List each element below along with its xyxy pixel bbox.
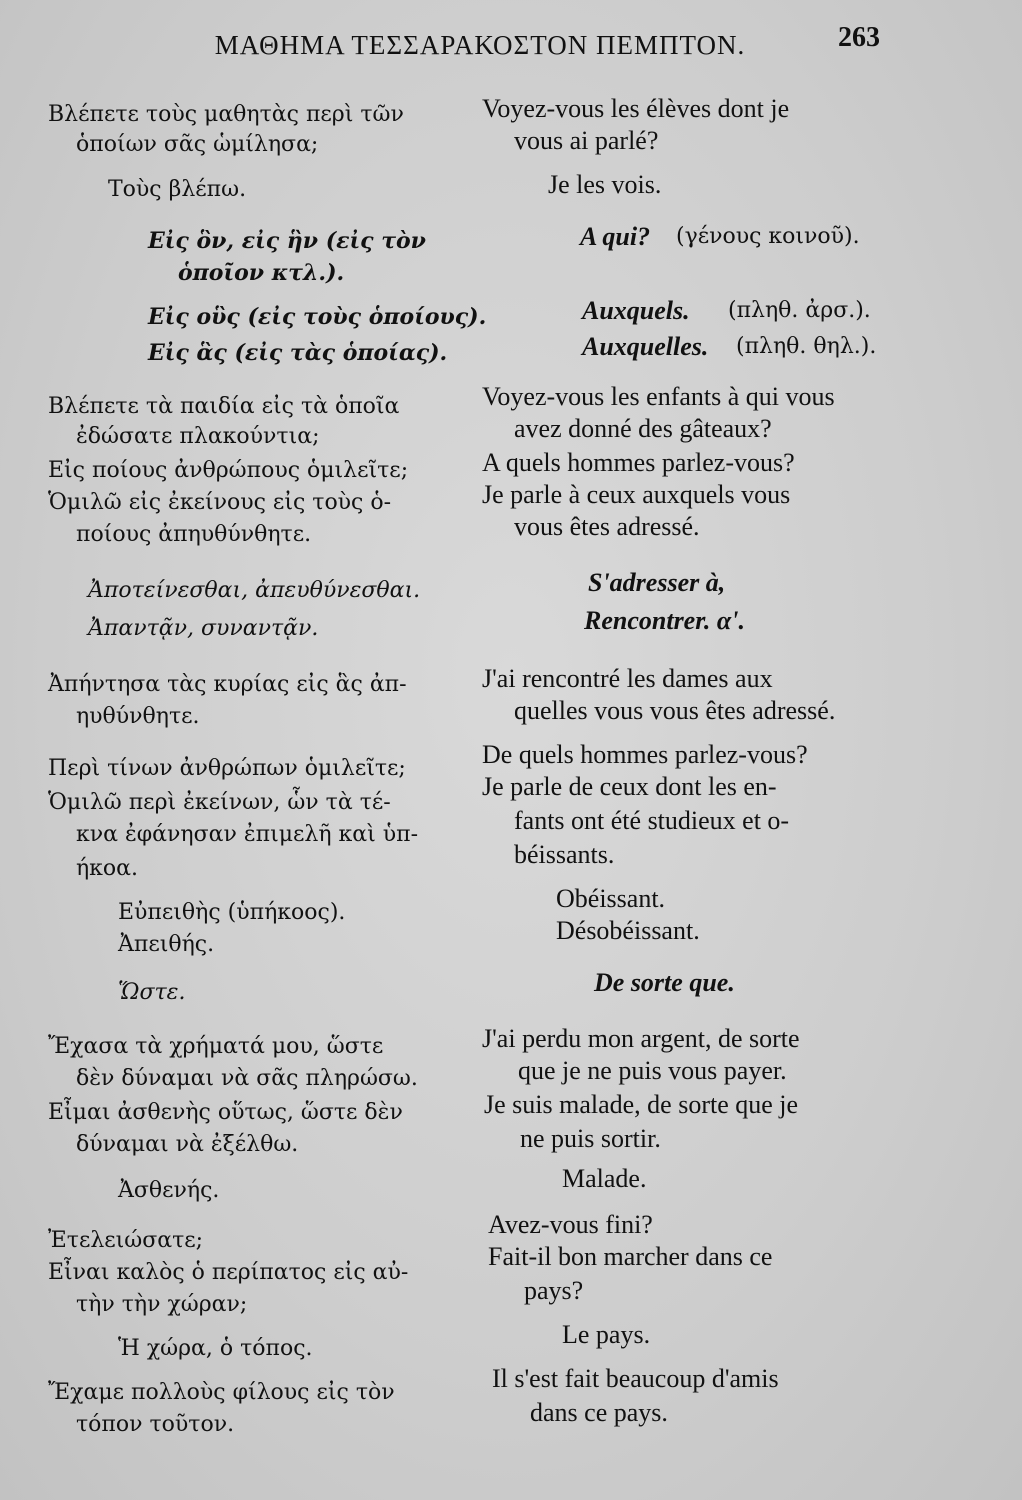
french-line: Auxquels. bbox=[582, 296, 690, 325]
greek-line: δὲν δύναμαι νὰ σᾶς πληρώσω. bbox=[76, 1066, 418, 1091]
greek-line: Ἀπήντησα τὰς κυρίας εἰς ἃς ἀπ- bbox=[48, 672, 407, 697]
french-line: J'ai perdu mon argent, de sorte bbox=[482, 1024, 800, 1053]
greek-line: δύναμαι νὰ ἐξέλθω. bbox=[76, 1132, 299, 1157]
greek-line: τὴν τὴν χώραν; bbox=[76, 1292, 248, 1317]
page-number: 263 bbox=[838, 22, 880, 53]
french-line: fants ont été studieux et o- bbox=[514, 806, 790, 835]
french-line: Voyez-vous les élèves dont je bbox=[482, 94, 790, 123]
french-line-note: (πληθ. ἀρσ.). bbox=[728, 298, 871, 323]
greek-line: ηυθύνθητε. bbox=[76, 704, 200, 729]
french-line: pays? bbox=[524, 1276, 584, 1305]
greek-line: ποίους ἀπηυθύνθητε. bbox=[76, 522, 312, 547]
french-line: Désobéissant. bbox=[556, 916, 700, 945]
greek-line: ὁποίων σᾶς ὡμίλησα; bbox=[76, 132, 319, 157]
greek-line: Ὁμιλῶ περὶ ἐκείνων, ὧν τὰ τέ- bbox=[48, 790, 391, 815]
french-line: Le pays. bbox=[562, 1320, 651, 1349]
french-line: quelles vous vous êtes adressé. bbox=[514, 696, 836, 725]
french-line: Je parle à ceux auxquels vous bbox=[482, 480, 791, 509]
greek-line: τόπον τοῦτον. bbox=[76, 1412, 235, 1437]
french-line: J'ai rencontré les dames aux bbox=[482, 664, 773, 693]
greek-line: ήκοα. bbox=[76, 856, 139, 881]
french-line: Rencontrer. α'. bbox=[584, 606, 746, 635]
french-line: Voyez-vous les enfants à qui vous bbox=[482, 382, 835, 411]
french-line: A qui? bbox=[580, 222, 651, 251]
running-header-title: ΜΑΘΗΜΑ ΤΕΣΣΑΡΑΚΟΣΤΟΝ ΠΕΜΠΤΟΝ. bbox=[214, 30, 746, 60]
french-line: ne puis sortir. bbox=[520, 1124, 661, 1153]
greek-line: Τοὺς βλέπω. bbox=[108, 177, 247, 202]
greek-line: Ἡ χώρα, ὁ τόπος. bbox=[118, 1336, 313, 1361]
greek-line: Εἰς ποίους ἀνθρώπους ὁμιλεῖτε; bbox=[48, 458, 409, 483]
greek-line: Βλέπετε τὰ παιδία εἰς τὰ ὁποῖα bbox=[48, 394, 400, 419]
greek-line: ἐδώσατε πλακούντια; bbox=[76, 424, 320, 449]
greek-line: Ἀπαντᾷν, συναντᾷν. bbox=[88, 616, 319, 641]
greek-line: κνα ἐφάνησαν ἐπιμελῆ καὶ ὑπ- bbox=[76, 822, 419, 847]
french-line: Obéissant. bbox=[556, 884, 666, 913]
french-line: Je suis malade, de sorte que je bbox=[484, 1090, 799, 1119]
french-line-note: (πληθ. θηλ.). bbox=[736, 334, 877, 359]
french-line-note: (γένους κοινοῦ). bbox=[676, 224, 860, 249]
french-line: vous êtes adressé. bbox=[514, 512, 700, 541]
greek-line: Ἀποτείνεσθαι, ἀπευθύνεσθαι. bbox=[88, 578, 421, 603]
greek-line: Εὐπειθὴς (ὑπήκοος). bbox=[118, 900, 346, 925]
greek-line: Εἰς ἃς (εἰς τὰς ὁποίας). bbox=[148, 340, 448, 366]
french-line: S'adresser à, bbox=[588, 568, 726, 597]
greek-line: Εἰς ὃν, εἰς ἣν (εἰς τὸν bbox=[148, 228, 426, 254]
greek-line: Εἶναι καλὸς ὁ περίπατος εἰς αὐ- bbox=[48, 1260, 409, 1285]
greek-line: Ἀσθενής. bbox=[118, 1178, 220, 1203]
french-line: béissants. bbox=[514, 840, 615, 869]
french-line: Auxquelles. bbox=[582, 332, 709, 361]
greek-line: Ὥστε. bbox=[118, 980, 186, 1005]
french-line: vous ai parlé? bbox=[514, 126, 659, 155]
greek-line: Ἔχασα τὰ χρήματά μου, ὥστε bbox=[48, 1034, 384, 1059]
french-line: Avez-vous fini? bbox=[488, 1210, 653, 1239]
greek-line: Βλέπετε τοὺς μαθητὰς περὶ τῶν bbox=[48, 102, 404, 127]
greek-line: ὁποῖον κτλ.). bbox=[178, 260, 345, 286]
french-line: Il s'est fait beaucoup d'amis bbox=[492, 1364, 779, 1393]
french-line: Je parle de ceux dont les en- bbox=[482, 772, 777, 801]
french-line: Malade. bbox=[562, 1164, 647, 1193]
greek-line: Ἐτελειώσατε; bbox=[48, 1228, 204, 1253]
french-line: avez donné des gâteaux? bbox=[514, 414, 772, 443]
french-line: A quels hommes parlez-vous? bbox=[482, 448, 795, 477]
greek-line: Εἶμαι ἀσθενὴς οὕτως, ὥστε δὲν bbox=[48, 1100, 403, 1125]
french-line: que je ne puis vous payer. bbox=[518, 1056, 787, 1085]
french-line: dans ce pays. bbox=[530, 1398, 668, 1427]
french-line: Je les vois. bbox=[548, 170, 662, 199]
greek-line: Ὁμιλῶ εἰς ἐκείνους εἰς τοὺς ὁ- bbox=[48, 490, 392, 515]
french-line: De sorte que. bbox=[594, 968, 735, 997]
greek-line: Ἀπειθής. bbox=[118, 932, 215, 957]
french-line: Fait-il bon marcher dans ce bbox=[488, 1242, 773, 1271]
greek-line: Ἔχαμε πολλοὺς φίλους εἰς τὸν bbox=[48, 1380, 395, 1405]
greek-line: Περὶ τίνων ἀνθρώπων ὁμιλεῖτε; bbox=[48, 756, 406, 781]
greek-line: Εἰς οὓς (εἰς τοὺς ὁποίους). bbox=[148, 304, 487, 330]
french-line: De quels hommes parlez-vous? bbox=[482, 740, 808, 769]
